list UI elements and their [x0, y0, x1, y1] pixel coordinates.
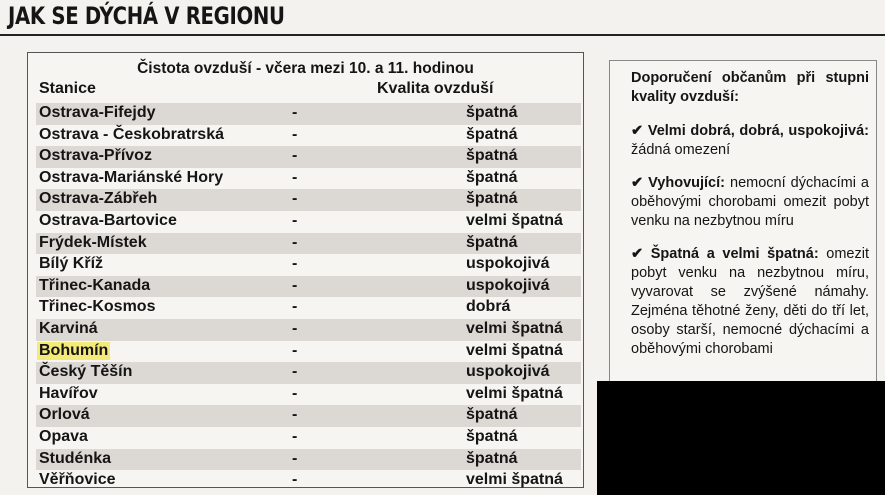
row-dash: - [292, 363, 298, 381]
recommendation-label: ✔ Špatná a velmi špatná: [631, 246, 819, 262]
quality-value: špatná [466, 233, 518, 251]
station-name: Studénka [39, 449, 112, 467]
quality-value: velmi špatná [466, 384, 563, 402]
row-dash: - [292, 384, 298, 402]
quality-value: špatná [466, 168, 518, 186]
quality-value: špatná [466, 406, 518, 424]
station-name: Třinec-Kosmos [39, 298, 156, 316]
row-dash: - [292, 471, 298, 489]
station-name: Havířov [39, 384, 98, 402]
station-name: Bohumín [39, 341, 109, 359]
air-quality-table [27, 52, 584, 488]
row-dash: - [292, 233, 298, 251]
quality-value: uspokojivá [466, 363, 550, 381]
quality-value: uspokojivá [466, 276, 550, 294]
station-name: Ostrava-Fifejdy [39, 104, 156, 121]
quality-value: velmi špatná [466, 211, 563, 229]
row-dash: - [292, 125, 298, 143]
table-rows [36, 103, 581, 492]
station-name: Ostrava-Bartovice [39, 211, 177, 229]
station-name: Český Těšín [39, 363, 133, 381]
quality-value: špatná [466, 125, 518, 143]
table-row [36, 103, 581, 125]
redacted-area [597, 381, 885, 495]
station-name: Ostrava-Mariánské Hory [39, 168, 224, 186]
station-name: Orlová [39, 406, 90, 424]
quality-value: velmi špatná [466, 471, 563, 489]
table-row [36, 276, 581, 298]
station-name: Karviná [39, 319, 98, 337]
row-dash: - [292, 427, 298, 445]
row-dash: - [292, 319, 298, 337]
recommendation-item [631, 122, 869, 160]
table-row [36, 319, 581, 341]
station-name: Bílý Kříž [39, 255, 104, 273]
quality-value: velmi špatná [466, 341, 563, 359]
quality-value: špatná [466, 449, 518, 467]
row-dash: - [292, 276, 298, 294]
station-name: Frýdek-Místek [39, 233, 147, 251]
row-dash: - [292, 406, 298, 424]
station-name: Ostrava-Zábřeh [39, 190, 158, 208]
station-name: Ostrava - Českobratrská [39, 125, 224, 143]
table-row [36, 233, 581, 255]
recommendations-box [609, 60, 877, 382]
table-row [36, 189, 581, 211]
table-row [36, 384, 581, 406]
table-row [36, 449, 581, 471]
table-caption: Čistota ovzduší - včera mezi 10. a 11. hodinou [137, 60, 474, 77]
quality-value: špatná [466, 104, 518, 121]
station-name: Věřňovice [39, 471, 116, 489]
recommendation-text: nemocní dýchacími a oběhovými chorobami omezit pobyt venku na nezbytnou míru [631, 175, 869, 229]
quality-value: dobrá [466, 298, 511, 316]
row-dash: - [292, 147, 298, 165]
recommendation-label: ✔ Vyhovující: [631, 175, 725, 191]
quality-value: špatná [466, 147, 518, 165]
headline: JAK SE DÝCHÁ V REGIONU [8, 2, 285, 30]
recommendation-item [631, 245, 869, 359]
recommendation-text: žádná omezení [631, 142, 731, 158]
row-dash: - [292, 168, 298, 186]
quality-value: špatná [466, 427, 518, 445]
quality-value: špatná [466, 190, 518, 208]
station-name: Třinec-Kanada [39, 276, 151, 294]
row-dash: - [292, 190, 298, 208]
table-row [36, 470, 581, 492]
table-row [36, 146, 581, 168]
column-header-station: Stanice [39, 80, 96, 97]
table-row [36, 362, 581, 384]
headline-rule [0, 34, 885, 36]
recommendation-text: omezit pobyt venku na nezbytnou míru, vyvarovat se zvýšené námahy. Zejména těhotné ženy, děti do tří let, osoby starší, nemocné dýchacími a oběhovými chorobami [631, 246, 869, 357]
table-row [36, 427, 581, 449]
recommendation-label: ✔ Velmi dobrá, dobrá, uspokojivá: [631, 123, 869, 139]
table-row [36, 211, 581, 233]
row-dash: - [292, 211, 298, 229]
table-row [36, 125, 581, 147]
station-name: Opava [39, 427, 88, 445]
table-row [36, 341, 581, 363]
table-row [36, 297, 581, 319]
table-row [36, 254, 581, 276]
quality-value: uspokojivá [466, 255, 550, 273]
row-dash: - [292, 298, 298, 316]
recommendation-item [631, 174, 869, 231]
quality-value: velmi špatná [466, 319, 563, 337]
recommendations-title: Doporučení občanům při stupni kvality ovzduší: [631, 70, 869, 105]
column-header-quality: Kvalita ovzduší [377, 80, 494, 97]
row-dash: - [292, 449, 298, 467]
row-dash: - [292, 341, 298, 359]
row-dash: - [292, 255, 298, 273]
table-row [36, 405, 581, 427]
table-row [36, 168, 581, 190]
row-dash: - [292, 104, 298, 121]
station-name: Ostrava-Přívoz [39, 147, 152, 165]
